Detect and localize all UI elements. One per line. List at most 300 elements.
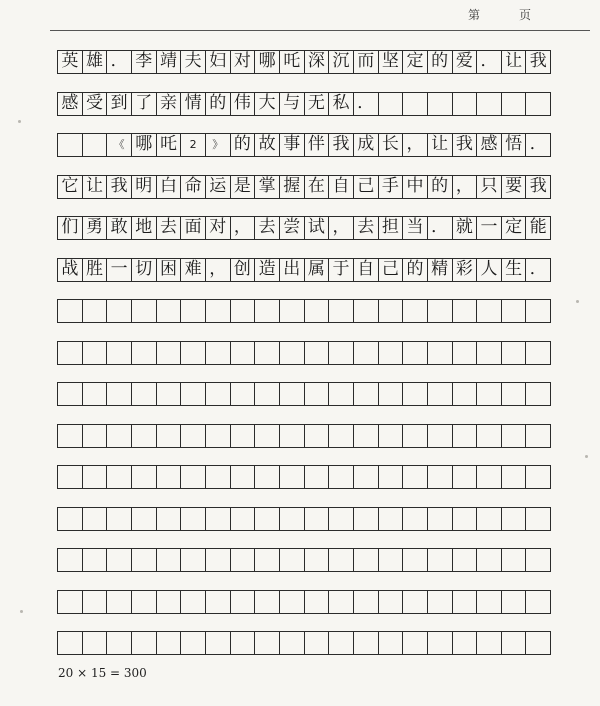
- grid-cell: 我: [453, 134, 478, 156]
- grid-row: [57, 50, 551, 74]
- grid-cell: [157, 549, 182, 571]
- grid-cell: [354, 425, 379, 447]
- grid-cell: [428, 549, 453, 571]
- grid-cell: [181, 632, 206, 654]
- grid-cell: 胜: [83, 259, 108, 281]
- grid-cell: [206, 508, 231, 530]
- grid-cell: [502, 466, 527, 488]
- grid-cell: 中: [403, 176, 428, 198]
- grid-cell: [354, 632, 379, 654]
- page-label-prefix: 第: [468, 8, 482, 22]
- grid-cell: 沉: [329, 51, 354, 73]
- grid-cell: [157, 342, 182, 364]
- grid-cell: 让: [428, 134, 453, 156]
- grid-cell: 与: [280, 93, 305, 115]
- grid-cell: [58, 383, 83, 405]
- grid-cell: [526, 632, 550, 654]
- grid-cell: 伟: [231, 93, 256, 115]
- grid-cell: [231, 466, 256, 488]
- grid-cell: [379, 632, 404, 654]
- grid-cell: [157, 383, 182, 405]
- grid-row: [57, 382, 551, 406]
- grid-cell: 悟: [502, 134, 527, 156]
- grid-cell: [502, 549, 527, 571]
- grid-cell: [231, 632, 256, 654]
- grid-cell: 《: [107, 134, 132, 156]
- grid-cell: [354, 383, 379, 405]
- grid-cell: [403, 549, 428, 571]
- grid-cell: [329, 632, 354, 654]
- grid-cell: [58, 632, 83, 654]
- grid-cell: [477, 300, 502, 322]
- grid-cell: 自: [329, 176, 354, 198]
- grid-cell: [502, 383, 527, 405]
- grid-cell: [403, 425, 428, 447]
- grid-cell: 感: [477, 134, 502, 156]
- grid-cell: 人: [477, 259, 502, 281]
- grid-cell: [305, 425, 330, 447]
- grid-cell: [107, 383, 132, 405]
- grid-cell: 爱: [453, 51, 478, 73]
- grid-cell: [453, 342, 478, 364]
- header-rule: [50, 30, 590, 31]
- grid-cell: [58, 425, 83, 447]
- grid-cell: 吒: [280, 51, 305, 73]
- grid-cell: [255, 549, 280, 571]
- grid-cell: 私: [329, 93, 354, 115]
- grid-cell: 的: [206, 93, 231, 115]
- grid-cell: 哪: [132, 134, 157, 156]
- grid-cell: [379, 300, 404, 322]
- grid-cell: [403, 591, 428, 613]
- grid-cell: [354, 300, 379, 322]
- grid-cell: [403, 508, 428, 530]
- grid-cell: [379, 383, 404, 405]
- grid-cell: [453, 93, 478, 115]
- grid-cell: [526, 466, 550, 488]
- grid-cell: 一: [107, 259, 132, 281]
- grid-cell: [428, 632, 453, 654]
- grid-cell: [305, 342, 330, 364]
- grid-cell: [379, 508, 404, 530]
- grid-cell: [231, 549, 256, 571]
- grid-cell: [231, 591, 256, 613]
- grid-cell: [132, 425, 157, 447]
- grid-row: [57, 341, 551, 365]
- grid-cell: ．: [107, 51, 132, 73]
- grid-cell: [453, 549, 478, 571]
- grid-row: [57, 424, 551, 448]
- grid-cell: 它: [58, 176, 83, 198]
- grid-cell: [305, 508, 330, 530]
- grid-cell: [379, 93, 404, 115]
- grid-cell: [403, 383, 428, 405]
- grid-cell: 的: [403, 259, 428, 281]
- grid-cell: [428, 425, 453, 447]
- grid-cell: 试: [305, 217, 330, 239]
- grid-cell: [58, 466, 83, 488]
- grid-cell: [502, 591, 527, 613]
- grid-cell: [428, 508, 453, 530]
- grid-cell: 战: [58, 259, 83, 281]
- grid-cell: 敢: [107, 217, 132, 239]
- grid-cell: [477, 466, 502, 488]
- grid-cell: 我: [107, 176, 132, 198]
- grid-cell: 去: [157, 217, 182, 239]
- grid-cell: [526, 300, 550, 322]
- grid-cell: [231, 342, 256, 364]
- grid-cell: [453, 425, 478, 447]
- grid-cell: 亲: [157, 93, 182, 115]
- grid-cell: [502, 93, 527, 115]
- grid-cell: [354, 342, 379, 364]
- grid-size-label: 20 × 15 = 300: [58, 666, 147, 680]
- grid-cell: [403, 300, 428, 322]
- paper-speck: [20, 610, 23, 613]
- grid-cell: [379, 466, 404, 488]
- grid-cell: 能: [529, 217, 547, 237]
- page-label-suffix: 页: [519, 8, 533, 22]
- grid-cell: 我: [529, 175, 547, 196]
- grid-cell: [132, 383, 157, 405]
- grid-cell: [329, 508, 354, 530]
- grid-cell: ，: [206, 259, 231, 281]
- grid-cell: [453, 632, 478, 654]
- grid-cell: 地: [132, 217, 157, 239]
- grid-cell: [280, 300, 305, 322]
- grid-cell: 伴: [305, 134, 330, 156]
- grid-cell: [477, 425, 502, 447]
- grid-cell: 了: [132, 93, 157, 115]
- grid-cell: [255, 342, 280, 364]
- paper-speck: [585, 455, 588, 458]
- grid-cell: 困: [157, 259, 182, 281]
- grid-cell: 去: [354, 217, 379, 239]
- grid-cell: ，: [329, 217, 354, 239]
- grid-cell: [280, 632, 305, 654]
- page-number-header: [468, 6, 532, 23]
- grid-cell: [502, 425, 527, 447]
- grid-cell: [379, 591, 404, 613]
- grid-cell: [477, 383, 502, 405]
- grid-cell: 手: [379, 176, 404, 198]
- grid-cell: [280, 549, 305, 571]
- grid-cell: [83, 591, 108, 613]
- grid-cell: [329, 342, 354, 364]
- grid-row: [57, 299, 551, 323]
- grid-cell: 的: [231, 134, 256, 156]
- grid-cell: [477, 93, 502, 115]
- grid-cell: [280, 342, 305, 364]
- grid-cell: ．: [529, 258, 547, 279]
- grid-cell: [157, 508, 182, 530]
- grid-cell: 我: [329, 134, 354, 156]
- grid-cell: [132, 466, 157, 488]
- grid-cell: 妇: [206, 51, 231, 73]
- grid-cell: 是: [231, 176, 256, 198]
- grid-cell: [428, 591, 453, 613]
- grid-cell: 定: [502, 217, 527, 239]
- grid-cell: [255, 591, 280, 613]
- grid-cell: [280, 466, 305, 488]
- grid-cell: [157, 466, 182, 488]
- grid-cell: [305, 466, 330, 488]
- grid-cell: [255, 383, 280, 405]
- grid-cell: [132, 508, 157, 530]
- grid-cell: [428, 466, 453, 488]
- grid-cell: [255, 425, 280, 447]
- grid-cell: [83, 549, 108, 571]
- grid-cell: [181, 425, 206, 447]
- grid-cell: [329, 383, 354, 405]
- grid-cell: [83, 383, 108, 405]
- grid-cell: [58, 549, 83, 571]
- grid-cell: ．: [354, 93, 379, 115]
- paper-speck: [576, 300, 579, 303]
- grid-cell: 定: [403, 51, 428, 73]
- grid-cell: 精: [428, 259, 453, 281]
- grid-cell: 让: [83, 176, 108, 198]
- grid-cell: [107, 549, 132, 571]
- grid-cell: [132, 549, 157, 571]
- grid-cell: [354, 549, 379, 571]
- grid-cell: [453, 591, 478, 613]
- grid-cell: [132, 632, 157, 654]
- grid-cell: [502, 508, 527, 530]
- grid-cell: [403, 93, 428, 115]
- grid-cell: [181, 300, 206, 322]
- grid-cell: 对: [231, 51, 256, 73]
- grid-cell: 于: [329, 259, 354, 281]
- grid-cell: 创: [231, 259, 256, 281]
- grid-cell: [206, 549, 231, 571]
- grid-cell: ．: [428, 217, 453, 239]
- grid-cell: [107, 425, 132, 447]
- grid-cell: [477, 632, 502, 654]
- grid-cell: 成: [354, 134, 379, 156]
- grid-cell: [477, 549, 502, 571]
- grid-cell: [403, 632, 428, 654]
- grid-cell: [526, 591, 550, 613]
- grid-cell: [83, 425, 108, 447]
- grid-cell: [329, 425, 354, 447]
- grid-cell: 夫: [181, 51, 206, 73]
- paper-speck: [18, 120, 21, 123]
- grid-cell: 长: [379, 134, 404, 156]
- grid-cell: 深: [305, 51, 330, 73]
- grid-row: [57, 216, 551, 240]
- grid-cell: [305, 591, 330, 613]
- grid-cell: [107, 342, 132, 364]
- grid-cell: 当: [403, 217, 428, 239]
- grid-cell: 要: [502, 176, 527, 198]
- grid-cell: [58, 342, 83, 364]
- grid-cell: [58, 508, 83, 530]
- grid-cell: [181, 383, 206, 405]
- writing-grid: [57, 50, 551, 673]
- grid-cell: [354, 466, 379, 488]
- grid-cell: [280, 591, 305, 613]
- grid-cell: [502, 342, 527, 364]
- grid-cell: [58, 134, 83, 156]
- grid-cell: [83, 134, 108, 156]
- grid-cell: [453, 466, 478, 488]
- grid-cell: 握: [280, 176, 305, 198]
- grid-cell: [157, 425, 182, 447]
- grid-cell: [58, 591, 83, 613]
- grid-cell: [83, 342, 108, 364]
- grid-cell: 造: [255, 259, 280, 281]
- grid-row: [57, 92, 551, 116]
- grid-cell: [83, 632, 108, 654]
- grid-cell: [107, 591, 132, 613]
- grid-cell: [453, 300, 478, 322]
- grid-cell: [107, 300, 132, 322]
- grid-cell: 担: [379, 217, 404, 239]
- grid-cell: 的: [428, 51, 453, 73]
- grid-cell: [83, 300, 108, 322]
- grid-cell: [231, 425, 256, 447]
- grid-cell: 难: [181, 259, 206, 281]
- grid-cell: 情: [181, 93, 206, 115]
- grid-cell: [428, 383, 453, 405]
- grid-cell: 一: [477, 217, 502, 239]
- grid-cell: 属: [305, 259, 330, 281]
- grid-cell: 掌: [255, 176, 280, 198]
- grid-cell: [526, 383, 550, 405]
- grid-cell: [329, 300, 354, 322]
- grid-cell: [453, 508, 478, 530]
- grid-cell: [280, 508, 305, 530]
- grid-cell: 命: [181, 176, 206, 198]
- grid-cell: 坚: [379, 51, 404, 73]
- grid-cell: 运: [206, 176, 231, 198]
- grid-cell: 切: [132, 259, 157, 281]
- grid-cell: 勇: [83, 217, 108, 239]
- grid-cell: [181, 508, 206, 530]
- grid-row: [57, 133, 551, 157]
- grid-cell: 哪: [255, 51, 280, 73]
- grid-cell: [83, 508, 108, 530]
- grid-cell: [206, 383, 231, 405]
- grid-row: [57, 590, 551, 614]
- grid-cell: [255, 300, 280, 322]
- grid-row: [57, 175, 551, 199]
- grid-cell: 吒: [157, 134, 182, 156]
- grid-cell: [231, 383, 256, 405]
- grid-cell: [255, 632, 280, 654]
- grid-cell: [231, 508, 256, 530]
- grid-cell: [453, 383, 478, 405]
- grid-cell: [329, 466, 354, 488]
- grid-cell: [329, 549, 354, 571]
- grid-cell: [280, 425, 305, 447]
- grid-cell: [132, 591, 157, 613]
- grid-cell: 明: [132, 176, 157, 198]
- grid-cell: 己: [379, 259, 404, 281]
- grid-cell: 的: [428, 176, 453, 198]
- grid-cell: [305, 383, 330, 405]
- grid-cell: 受: [83, 93, 108, 115]
- grid-cell: [255, 508, 280, 530]
- grid-cell: ，: [231, 217, 256, 239]
- grid-cell: ．: [529, 134, 547, 154]
- grid-cell: [526, 342, 550, 364]
- grid-cell: [107, 466, 132, 488]
- grid-cell: 尝: [280, 217, 305, 239]
- grid-cell: ，: [453, 176, 478, 198]
- grid-cell: 生: [502, 259, 527, 281]
- grid-cell: [428, 300, 453, 322]
- grid-cell: [206, 591, 231, 613]
- grid-cell: [206, 425, 231, 447]
- grid-cell: [181, 549, 206, 571]
- grid-cell: 2: [181, 134, 206, 156]
- grid-cell: [354, 508, 379, 530]
- grid-cell: [379, 342, 404, 364]
- grid-cell: 事: [280, 134, 305, 156]
- grid-cell: 无: [305, 93, 330, 115]
- grid-cell: [329, 591, 354, 613]
- grid-cell: 彩: [453, 259, 478, 281]
- grid-cell: 雄: [83, 51, 108, 73]
- grid-cell: ．: [477, 51, 502, 73]
- grid-cell: [379, 549, 404, 571]
- grid-cell: 白: [157, 176, 182, 198]
- grid-cell: [107, 508, 132, 530]
- grid-cell: [157, 300, 182, 322]
- grid-cell: [157, 632, 182, 654]
- grid-cell: 李: [132, 51, 157, 73]
- grid-cell: [477, 508, 502, 530]
- grid-cell: ，: [403, 134, 428, 156]
- grid-cell: [305, 632, 330, 654]
- grid-cell: 只: [477, 176, 502, 198]
- grid-cell: [305, 549, 330, 571]
- grid-cell: 让: [502, 51, 527, 73]
- grid-cell: 就: [453, 217, 478, 239]
- grid-cell: [107, 632, 132, 654]
- grid-cell: [206, 342, 231, 364]
- grid-cell: [181, 466, 206, 488]
- grid-cell: [132, 342, 157, 364]
- grid-cell: [83, 466, 108, 488]
- grid-cell: 大: [255, 93, 280, 115]
- grid-row: [57, 465, 551, 489]
- grid-cell: 而: [354, 51, 379, 73]
- grid-cell: [526, 549, 550, 571]
- grid-row: [57, 258, 551, 282]
- grid-cell: [181, 591, 206, 613]
- grid-cell: 们: [58, 217, 83, 239]
- grid-cell: 己: [354, 176, 379, 198]
- grid-cell: [231, 300, 256, 322]
- grid-cell: 面: [181, 217, 206, 239]
- grid-cell: [132, 300, 157, 322]
- grid-cell: [255, 466, 280, 488]
- grid-cell: 故: [255, 134, 280, 156]
- grid-cell: [428, 93, 453, 115]
- grid-cell: [403, 466, 428, 488]
- grid-cell: [206, 300, 231, 322]
- grid-cell: [206, 632, 231, 654]
- grid-cell: 去: [255, 217, 280, 239]
- grid-cell: 靖: [157, 51, 182, 73]
- grid-cell: [477, 591, 502, 613]
- grid-cell: 在: [305, 176, 330, 198]
- grid-cell: [526, 508, 550, 530]
- grid-row: [57, 631, 551, 655]
